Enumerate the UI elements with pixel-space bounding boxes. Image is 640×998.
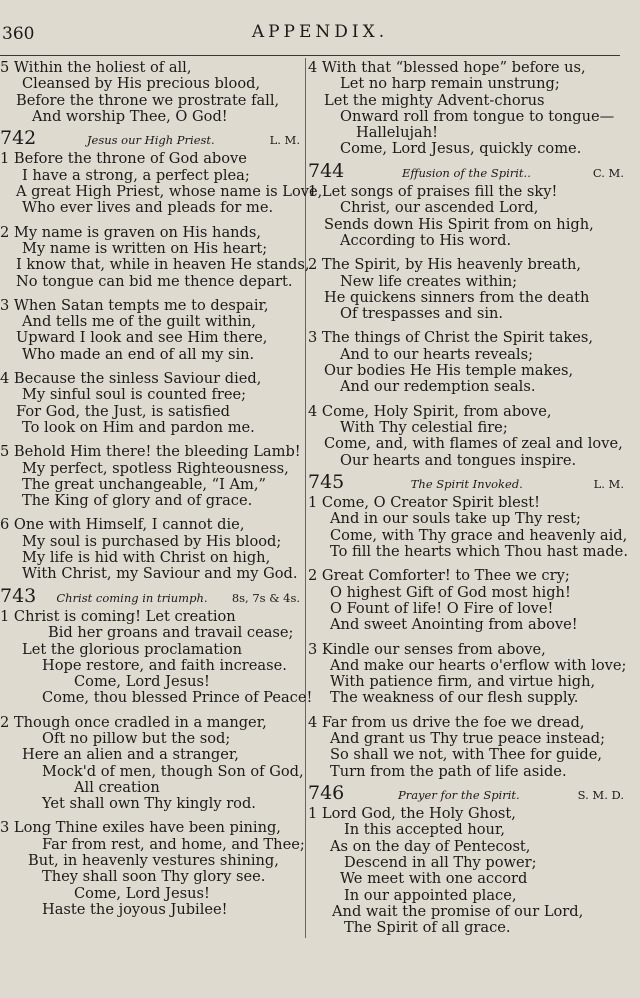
- verse-line: In our appointed place,: [344, 886, 517, 904]
- hymn-meter: 8s, 7s & 4s.: [231, 590, 300, 605]
- stanza: [308, 640, 627, 707]
- hymn-number: 745: [308, 470, 345, 493]
- verse-line: Oft no pillow but the sod;: [42, 729, 231, 747]
- verse-line: Let no harp remain unstrung;: [340, 75, 560, 93]
- stanza: [0, 819, 305, 918]
- verse-line: Onward roll from tongue to tongue—: [340, 107, 615, 125]
- verse-line: My sinful soul is counted free;: [22, 386, 247, 404]
- verse-line: Our hearts and tongues inspire.: [340, 451, 577, 469]
- verse-line: The Spirit of all grace.: [344, 919, 511, 937]
- verse-line: O Fount of life! O Fire of love!: [330, 599, 554, 617]
- verse-line: 5 Within the holiest of all,: [0, 59, 192, 76]
- stanza: [308, 257, 624, 322]
- verse-line: For God, the Just, is satisfied: [16, 402, 230, 420]
- verse-line: The weakness of our flesh supply.: [330, 689, 579, 707]
- verse-line: O highest Gift of God most high!: [330, 583, 571, 601]
- verse-line: And make our hearts o'erflow with love;: [330, 656, 627, 674]
- verse-line: Hallelujah!: [356, 124, 438, 142]
- verse-line: Come, and, with flames of zeal and love,: [324, 435, 623, 453]
- verse-line: So shall we not, with Thee for guide,: [330, 746, 603, 764]
- verse-line: 2 Great Comforter! to Thee we cry;: [308, 567, 570, 585]
- verse-line: Before the throne we prostrate fall,: [16, 91, 280, 109]
- verse-line: I know that, while in heaven He stands,: [16, 256, 310, 274]
- verse-line: The great unchangeable, “I Am,”: [22, 475, 266, 493]
- verse-line: 2 The Spirit, by His heavenly breath,: [308, 256, 581, 274]
- hymn-title: Jesus our High Priest.: [86, 133, 215, 148]
- verse-line: Who made an end of all my sin.: [22, 345, 255, 363]
- hymn-number: 743: [0, 584, 37, 607]
- verse-line: And worship Thee, O God!: [32, 107, 228, 125]
- hymn-number: 744: [308, 159, 345, 182]
- hymn-title: Prayer for the Spirit.: [397, 787, 520, 802]
- verse-line: A great High Priest, whose name is Love,: [16, 183, 323, 201]
- stanza: [0, 444, 300, 509]
- hymn-heading: [308, 470, 624, 493]
- verse-line: But, in heavenly vestures shining,: [28, 852, 279, 870]
- verse-line: He quickens sinners from the death: [324, 288, 590, 306]
- verse-line: 2 Though once cradled in a manger,: [0, 713, 267, 731]
- stanza: [308, 184, 624, 249]
- verse-line: Come, thou blessed Prince of Peace!: [42, 689, 313, 707]
- verse-line: Christ, our ascended Lord,: [340, 199, 539, 217]
- hymn-heading: [0, 584, 300, 607]
- verse-line: 6 One with Himself, I cannot die,: [0, 516, 245, 534]
- stanza: [0, 150, 323, 217]
- verse-line: 4 Because the sinless Saviour died,: [0, 370, 262, 388]
- stanza: [308, 715, 624, 780]
- verse-line: They shall soon Thy glory see.: [42, 868, 266, 886]
- stanza: [0, 60, 300, 125]
- verse-line: Mock'd of men, though Son of God,: [42, 762, 304, 780]
- hymn-meter: C. M.: [592, 165, 624, 180]
- verse-line: And tells me of the guilt within,: [22, 313, 257, 331]
- stanza: [0, 607, 313, 707]
- verse-line: No tongue can bid me thence depart.: [16, 272, 293, 290]
- verse-line: My soul is purchased by His blood;: [22, 532, 282, 550]
- verse-line: Descend in all Thy power;: [344, 854, 537, 872]
- verse-line: 4 Far from us drive the foe we dread,: [308, 713, 585, 731]
- stanza: [308, 568, 624, 633]
- verse-line: Haste the joyous Jubilee!: [42, 900, 228, 918]
- verse-line: Cleansed by His precious blood,: [22, 75, 261, 93]
- stanza: [0, 223, 310, 290]
- hymn-number: 742: [0, 127, 37, 150]
- stanza: [0, 517, 300, 582]
- verse-line: Sends down His Spirit from on high,: [324, 215, 594, 233]
- verse-line: 2 My name is graven on His hands,: [0, 223, 262, 241]
- header-rule: [0, 55, 620, 56]
- verse-line: And to our hearts reveals;: [340, 345, 533, 363]
- verse-line: In this accepted hour,: [344, 821, 505, 839]
- verse-line: 4 With that “blessed hope” before us,: [308, 59, 586, 76]
- verse-line: With patience firm, and virtue high,: [330, 673, 596, 691]
- verse-line: And our redemption seals.: [340, 378, 536, 396]
- verse-line: Let the glorious proclamation: [22, 640, 243, 658]
- hymn-heading: [308, 781, 624, 804]
- hymn-meter: L. M.: [593, 476, 624, 491]
- verse-line: Here an alien and a stranger,: [22, 746, 239, 764]
- verse-line: To fill the hearts which Thou hast made.: [330, 543, 628, 561]
- hymn-meter: L. M.: [269, 133, 300, 148]
- verse-line: 5 Behold Him there! the bleeding Lamb!: [0, 443, 301, 461]
- verse-line: New life creates within;: [340, 272, 518, 290]
- verse-line: My life is hid with Christ on high,: [22, 549, 271, 567]
- verse-line: Hope restore, and faith increase.: [42, 656, 287, 674]
- verse-line: 3 The things of Christ the Spirit takes,: [308, 329, 594, 347]
- stanza: [308, 330, 624, 395]
- verse-line: We meet with one accord: [340, 870, 528, 888]
- hymn-heading: [0, 127, 300, 150]
- stanza: [0, 298, 300, 363]
- verse-line: 1 Lord God, the Holy Ghost,: [308, 805, 516, 823]
- verse-line: 1 Christ is coming! Let creation: [0, 607, 236, 625]
- verse-line: And wait the promise of our Lord,: [332, 902, 584, 920]
- verse-line: Let the mighty Advent-chorus: [324, 91, 545, 109]
- page-number: 360: [2, 24, 35, 44]
- verse-line: Come, with Thy grace and heavenly aid,: [330, 526, 628, 544]
- verse-line: 4 Come, Holy Spirit, from above,: [308, 402, 552, 420]
- verse-line: Come, Lord Jesus!: [74, 673, 210, 691]
- verse-line: According to His word.: [340, 231, 512, 249]
- stanza: [308, 494, 628, 561]
- verse-line: Far from rest, and home, and Thee;: [42, 835, 305, 853]
- verse-line: And grant us Thy true peace instead;: [330, 729, 606, 747]
- verse-line: Who ever lives and pleads for me.: [22, 199, 274, 217]
- stanza: [308, 806, 624, 936]
- verse-line: Our bodies He His temple makes,: [324, 362, 574, 380]
- hymn-title: Christ coming in triumph.: [56, 590, 208, 605]
- hymn-title: The Spirit Invoked.: [410, 476, 523, 491]
- hymn-title: Effusion of the Spirit..: [401, 165, 531, 180]
- verse-line: 3 Kindle our senses from above,: [308, 640, 546, 658]
- verse-line: Yet shall own Thy kingly rod.: [42, 795, 256, 813]
- left-column: [0, 59, 323, 918]
- verse-line: Of trespasses and sin.: [340, 305, 504, 323]
- verse-line: 1 Let songs of praises fill the sky!: [308, 183, 558, 201]
- verse-line: 3 When Satan tempts me to despair,: [0, 296, 269, 314]
- verse-line: Come, Lord Jesus, quickly come.: [340, 140, 582, 158]
- verse-line: Bid her groans and travail cease;: [48, 624, 294, 642]
- verse-line: 1 Come, O Creator Spirit blest!: [308, 494, 540, 512]
- verse-line: 3 Long Thine exiles have been pining,: [0, 819, 281, 837]
- right-column: [308, 59, 628, 937]
- verse-line: With Christ, my Saviour and my God.: [22, 565, 298, 583]
- verse-line: My perfect, spotless Righteousness,: [22, 459, 289, 477]
- verse-line: Turn from the path of life aside.: [330, 762, 567, 780]
- stanza: [0, 371, 300, 436]
- running-head: APPENDIX.: [251, 22, 389, 42]
- hymn-heading: [308, 159, 624, 182]
- verse-line: I have a strong, a perfect plea;: [22, 166, 250, 184]
- verse-line: With Thy celestial fire;: [340, 418, 508, 436]
- verse-line: To look on Him and pardon me.: [22, 418, 255, 436]
- verse-line: The King of glory and of grace.: [22, 492, 253, 510]
- verse-line: And in our souls take up Thy rest;: [330, 510, 581, 528]
- verse-line: As on the day of Pentecost,: [330, 837, 531, 855]
- verse-line: 1 Before the throne of God above: [0, 150, 247, 168]
- stanza: [308, 404, 624, 469]
- stanza: [308, 60, 624, 158]
- verse-line: My name is written on His heart;: [22, 239, 268, 257]
- hymn-meter: S. M. D.: [577, 787, 624, 802]
- verse-line: All creation: [74, 778, 160, 796]
- verse-line: Upward I look and see Him there,: [16, 329, 268, 347]
- stanza: [0, 713, 304, 813]
- hymn-number: 746: [308, 781, 345, 804]
- verse-line: And sweet Anointing from above!: [330, 616, 578, 634]
- verse-line: Come, Lord Jesus!: [74, 884, 210, 902]
